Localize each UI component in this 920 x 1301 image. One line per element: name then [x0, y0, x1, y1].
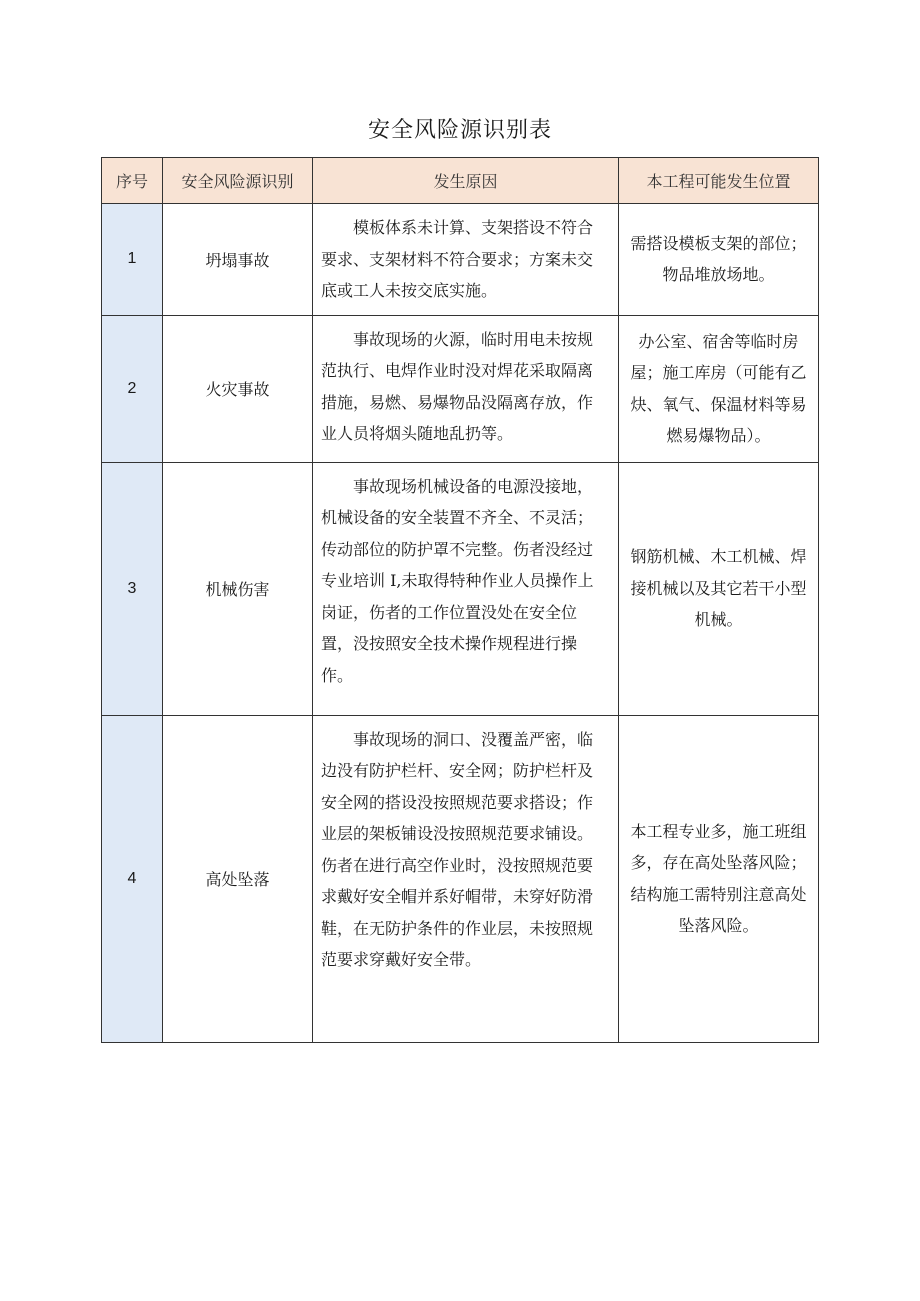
risk-type: 火灾事故	[163, 315, 313, 462]
risk-cause	[313, 204, 619, 316]
risk-cause-text: 事故现场的火源，临时用电未按规范执行、电焊作业时没对焊花采取隔离措施，易燃、易爆物品没隔离存放，作业人员将烟头随地乱扔等。	[321, 329, 594, 443]
risk-cause	[313, 715, 619, 1042]
risk-location	[619, 462, 819, 715]
row-number: 2	[102, 315, 163, 462]
risk-cause-text: 事故现场的洞口、没覆盖严密，临边没有防护栏杆、安全网；防护栏杆及安全网的搭设没按照规范要求搭设；作业层的架板铺设没按照规范要求铺设。伤者在进行高空作业时，没按照规范要求戴好安全帽并系好帽带，未穿好防滑鞋，在无防护条件的作业层，未按照规范要求穿戴好安全带。	[321, 729, 594, 969]
risk-cause-text: 事故现场机械设备的电源没接地，机械设备的安全装置不齐全、不灵活；传动部位的防护罩不完整。伤者没经过专业培训 I,未取得特种作业人员操作上岗证，伤者的工作位置没处在安全位置，没按照安全技术操作规程进行操作。	[321, 476, 594, 685]
header-cause: 发生原因	[313, 158, 619, 204]
risk-cause	[313, 462, 619, 715]
risk-location-text: 钢筋机械、木工机械、焊接机械以及其它若干小型机械。	[630, 547, 807, 630]
risk-type: 机械伤害	[163, 462, 313, 715]
header-type: 安全风险源识别	[163, 158, 313, 204]
table-row	[102, 315, 819, 462]
table-row	[102, 462, 819, 715]
row-number: 4	[102, 715, 163, 1042]
header-location: 本工程可能发生位置	[619, 158, 819, 204]
risk-table	[101, 157, 819, 1043]
risk-location-text: 办公室、宿舍等临时房屋；施工库房（可能有乙炔、氧气、保温材料等易燃易爆物品）。	[630, 331, 807, 445]
risk-location	[619, 204, 819, 316]
risk-type: 坍塌事故	[163, 204, 313, 316]
header-no: 序号	[102, 158, 163, 204]
row-number: 3	[102, 462, 163, 715]
risk-location	[619, 315, 819, 462]
risk-cause-text: 模板体系未计算、支架搭设不符合要求、支架材料不符合要求；方案未交底或工人未按交底实施。	[321, 218, 594, 300]
risk-type: 高处坠落	[163, 715, 313, 1042]
table-header-row	[102, 158, 819, 204]
risk-location-text: 需搭设模板支架的部位；物品堆放场地。	[630, 233, 807, 285]
risk-cause	[313, 315, 619, 462]
row-number: 1	[102, 204, 163, 316]
risk-location	[619, 715, 819, 1042]
page-title: 安全风险源识别表	[367, 118, 552, 143]
table-row	[102, 204, 819, 316]
risk-location-text: 本工程专业多，施工班组多，存在高处坠落风险；结构施工需特别注意高处坠落风险。	[630, 821, 807, 935]
table-row	[102, 715, 819, 1042]
